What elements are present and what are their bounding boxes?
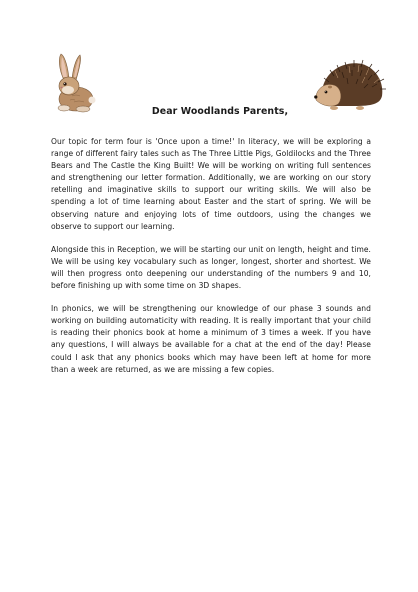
- hedgehog-illustration: [314, 56, 386, 112]
- letter-greeting: Dear Woodlands Parents,: [151, 106, 289, 117]
- letter-body: [51, 136, 371, 387]
- paragraph-topic: Our topic for term four is 'Once upon a time!' In literacy, we will be exploring a range of different fairy tales such as The Three Little Pigs, Goldilocks and the Three Bears and The Castle the King Built! We will be working on writing full sentences and strengthening our letter formation. Additionally, we are working on our story retelling and imaginative skills to support our writing skills. We will also be spending a lot of time learning about Easter and the start of spring. We will be observing nature and enjoying lots of time outdoors, using the changes we observe to support our learning.: [51, 137, 371, 231]
- rabbit-illustration: [48, 52, 98, 114]
- paragraph-maths: Alongside this in Reception, we will be starting our unit on length, height and time. We will be using key vocabulary such as longer, longest, shorter and shortest. We will then progress onto deepening our understanding of the numbers 9 and 10, before finishing up with some time on 3D shapes.: [51, 244, 371, 291]
- paragraph-phonics: In phonics, we will be strengthening our knowledge of our phase 3 sounds and working on building automaticity with reading. It is really important that your child is reading their phonics book at home a minimum of 3 times a week. If you have any questions, I will always be available for a chat at the end of the day! Please could I ask that any phonics books which may have been left at home for more than a week are returned, as we are missing a few copies.: [51, 304, 371, 374]
